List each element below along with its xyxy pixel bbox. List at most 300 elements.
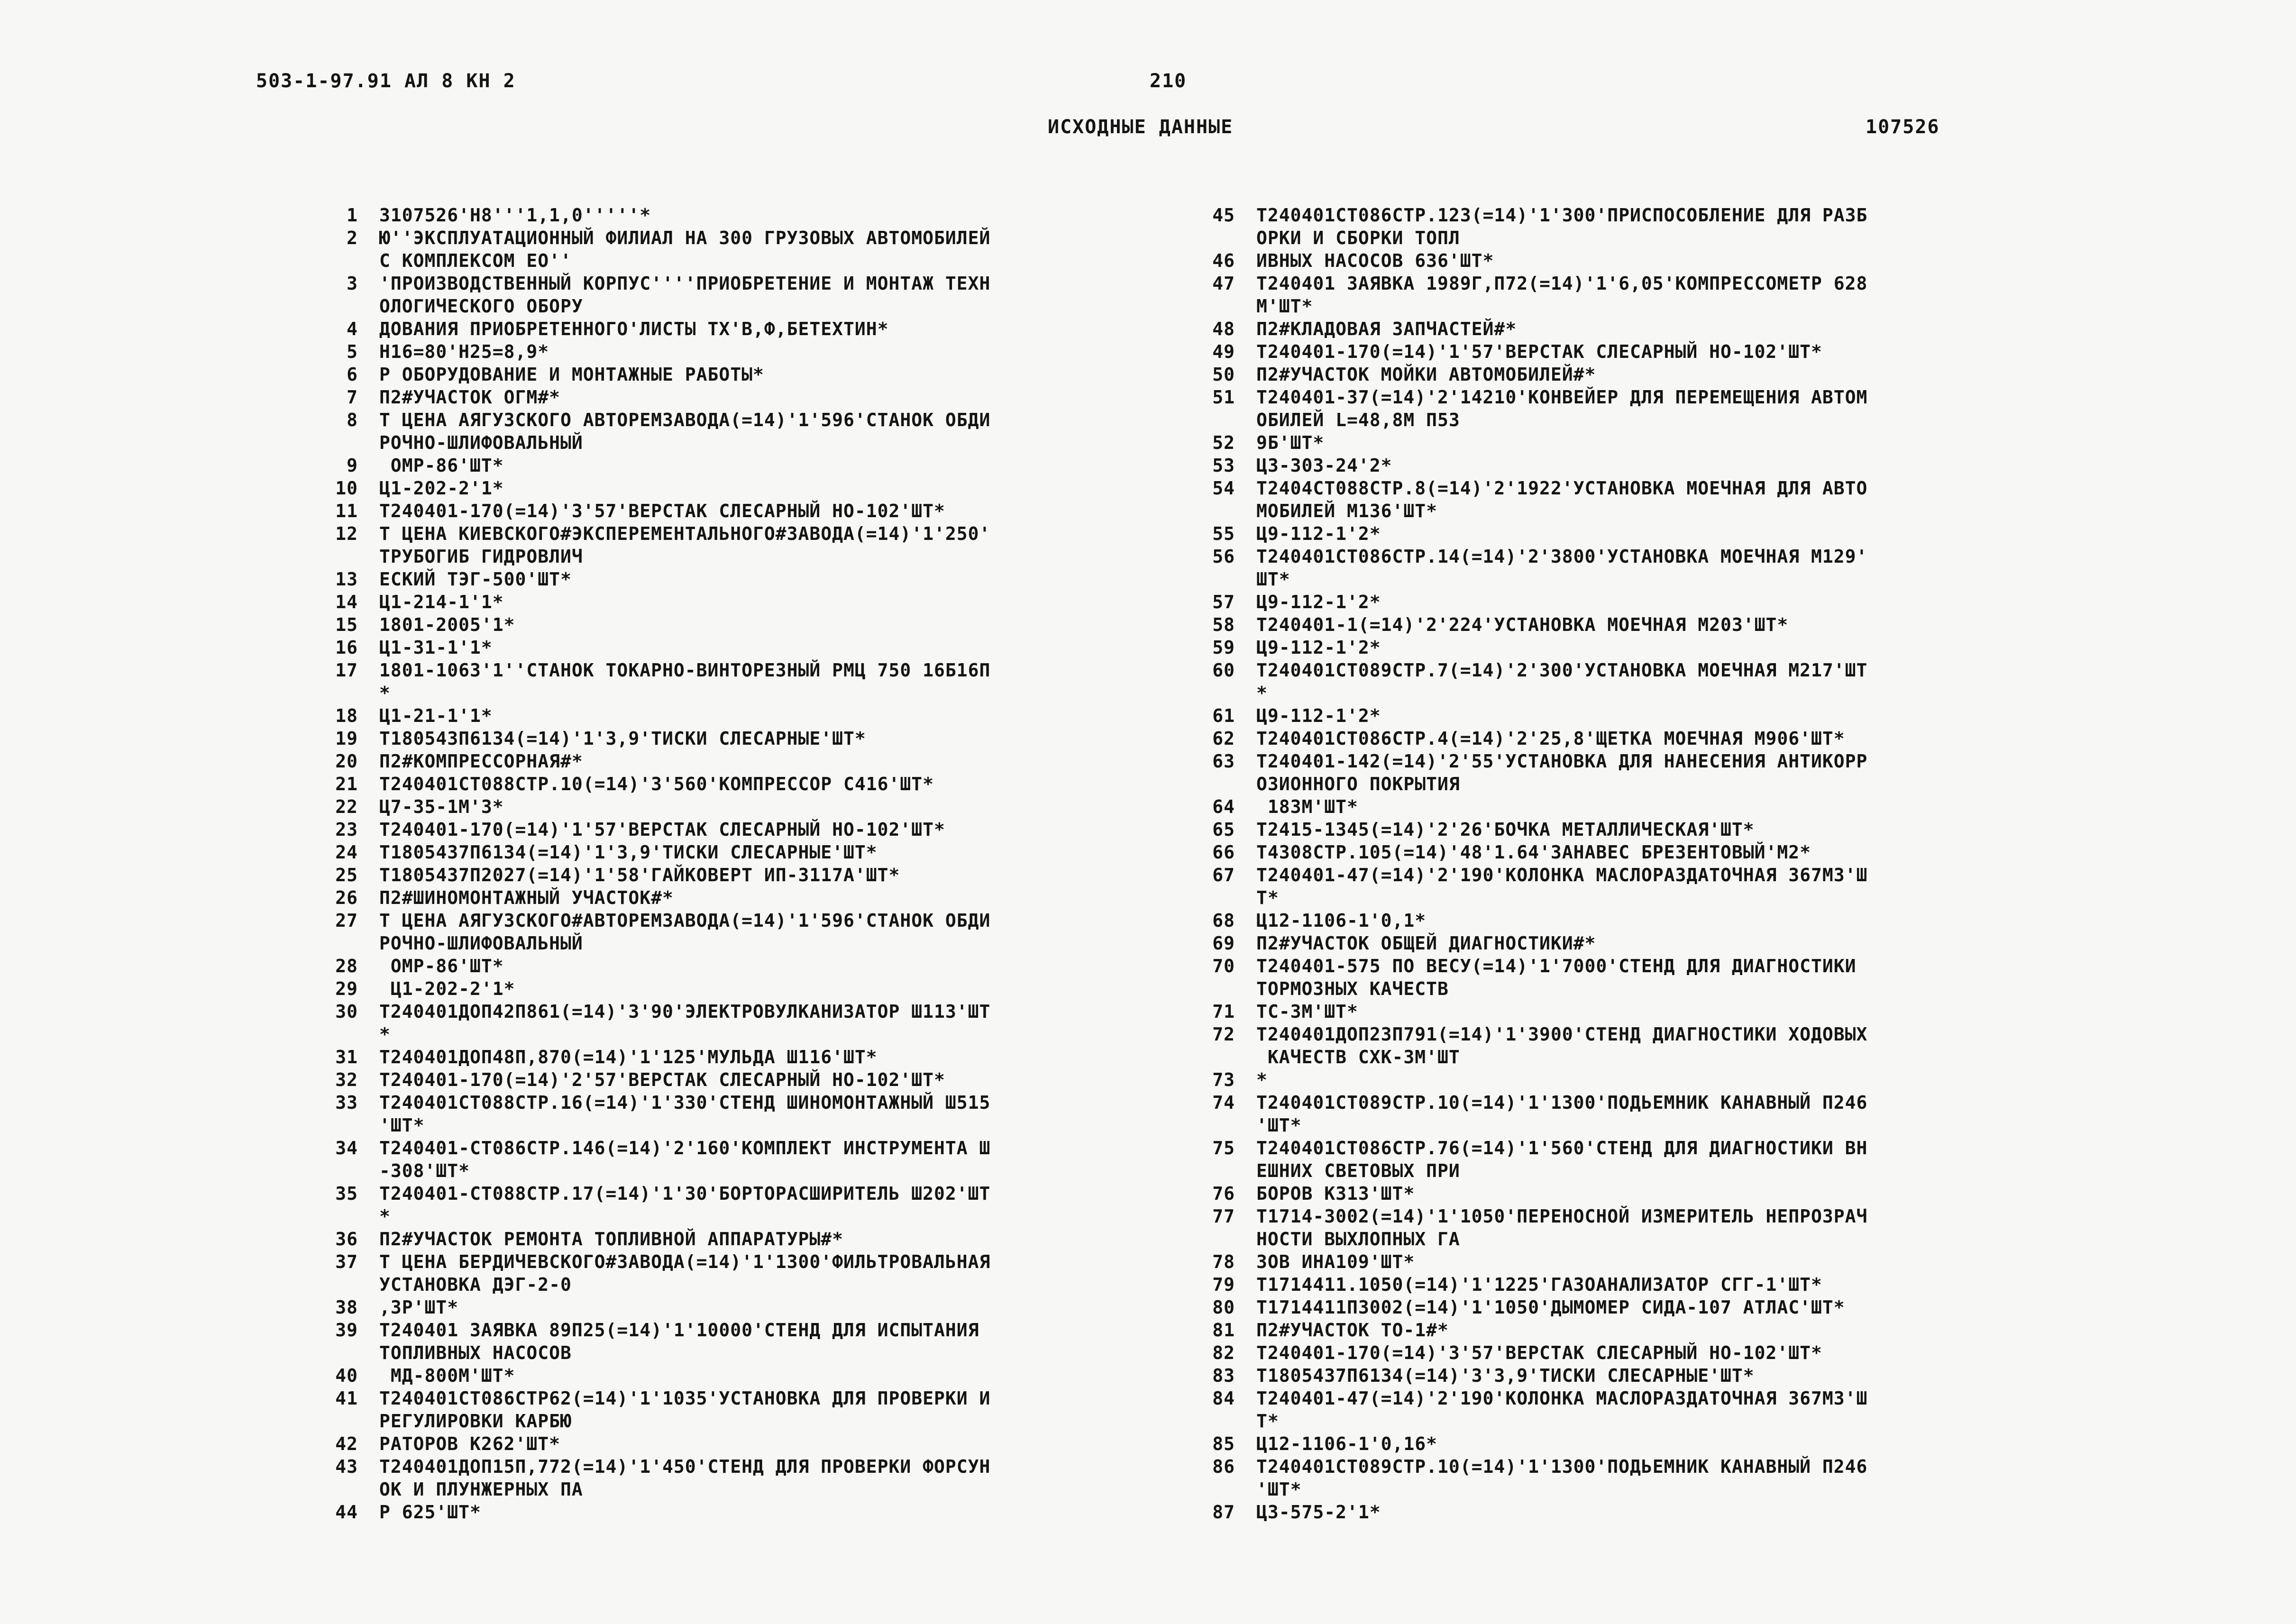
line-number: 7 (347, 387, 358, 408)
listing-entry (313, 454, 1143, 477)
listing-entry (313, 886, 1143, 909)
listing-entry (1190, 454, 2034, 477)
line-number: 47 (1212, 273, 1235, 294)
text-line: С КОМПЛЕКСОМ ЕО'' (379, 250, 572, 271)
text-line: Т240401ДОП42П861(=14)'3'90'ЭЛЕКТРОВУЛКАНИЗАТОР Ш113'ШТ (379, 1001, 991, 1022)
listing-entry (313, 1091, 1143, 1137)
text-line: Т ЦЕНА АЯГУЗСКОГО#АВТОРЕМЗАВОДА(=14)'1'596'СТАНОК ОБДИ (379, 910, 991, 931)
listing-entry (1190, 363, 2034, 386)
entry-text (379, 886, 1143, 909)
text-line: ОЛОГИЧЕСКОГО ОБОРУ (379, 296, 583, 317)
entry-text (379, 227, 1143, 272)
entry-text (379, 636, 1143, 659)
entry-text (1256, 1068, 2034, 1091)
text-line: Т240401СТ086СТР.4(=14)'2'25,8'ЩЕТКА МОЕЧНАЯ М906'ШТ* (1256, 728, 1845, 749)
listing-entry (313, 386, 1143, 409)
text-line: Т240401-170(=14)'3'57'ВЕРСТАК СЛЕСАРНЫЙ НО-102'ШТ* (379, 501, 945, 521)
text-line: ЕШНИХ СВЕТОВЫХ ПРИ (1256, 1160, 1460, 1181)
line-number: 68 (1212, 910, 1235, 931)
entry-text (1256, 591, 2034, 613)
listing-entry (1190, 1387, 2034, 1432)
line-number: 87 (1212, 1502, 1235, 1523)
entry-text (1256, 613, 2034, 636)
text-line: Т1714-3002(=14)'1'1050'ПЕРЕНОСНОЙ ИЗМЕРИТЕЛЬ НЕПРОЗРАЧ (1256, 1206, 1868, 1227)
listing-entry (1190, 750, 2034, 795)
line-number: 82 (1212, 1342, 1235, 1363)
entry-text (379, 272, 1143, 318)
line-number: 65 (1212, 819, 1235, 840)
listing-entry (313, 1182, 1143, 1228)
entry-text (1256, 204, 2034, 249)
listing-entry (313, 363, 1143, 386)
line-number: 35 (335, 1183, 358, 1204)
entry-text (1256, 340, 2034, 363)
line-number: 54 (1212, 478, 1235, 499)
entry-text (1256, 909, 2034, 932)
entry-text (379, 795, 1143, 818)
left-column (313, 204, 1143, 1524)
line-number: 22 (335, 796, 358, 817)
entry-text (379, 454, 1143, 477)
entry-text (379, 568, 1143, 591)
listing-entry (313, 1000, 1143, 1046)
listing-entry (1190, 841, 2034, 864)
entry-text (379, 613, 1143, 636)
listing-entry (1190, 727, 2034, 750)
listing-entry (1190, 1068, 2034, 1091)
text-line: Ц7-35-1М'3* (379, 796, 504, 817)
line-number: 11 (335, 501, 358, 521)
entry-text (379, 1091, 1143, 1137)
line-number: 58 (1212, 614, 1235, 635)
text-line: Ц9-112-1'2* (1256, 523, 1381, 544)
text-line: ЕСКИЙ ТЭГ-500'ШТ* (379, 569, 572, 590)
line-number: 9 (347, 455, 358, 476)
line-number: 28 (335, 956, 358, 976)
text-line: Т240401 ЗАЯВКА 89П25(=14)'1'10000'СТЕНД ДЛЯ ИСПЫТАНИЯ (379, 1320, 979, 1341)
listing-entry (1190, 1501, 2034, 1524)
listing-entry (313, 727, 1143, 750)
page-number: 210 (1150, 70, 1187, 92)
entry-text (1256, 386, 2034, 431)
listing-entry (1190, 1364, 2034, 1387)
line-number: 55 (1212, 523, 1235, 544)
line-number: 60 (1212, 660, 1235, 681)
listing-entry (1190, 1023, 2034, 1068)
text-line: П2#УЧАСТОК МОЙКИ АВТОМОБИЛЕЙ#* (1256, 364, 1596, 385)
line-number: 10 (335, 478, 358, 499)
listing-entry (313, 1319, 1143, 1364)
listing-entry (313, 613, 1143, 636)
text-line: УСТАНОВКА ДЭГ-2-0 (379, 1274, 572, 1295)
text-line: П2#УЧАСТОК РЕМОНТА ТОПЛИВНОЙ АППАРАТУРЫ#* (379, 1229, 843, 1250)
entry-text (1256, 1000, 2034, 1023)
text-line: ИВНЫХ НАСОСОВ 636'ШТ* (1256, 250, 1494, 271)
text-line: Т180543П6134(=14)'1'3,9'ТИСКИ СЛЕСАРНЫЕ'ШТ* (379, 728, 866, 749)
listing-entry (1190, 340, 2034, 363)
listing-entry (313, 864, 1143, 886)
text-line: Т240401 ЗАЯВКА 1989Г,П72(=14)'1'6,05'КОМПРЕССОМЕТР 628 (1256, 273, 1868, 294)
text-line: Т240401СТ086СТР.123(=14)'1'300'ПРИСПОСОБЛЕНИЕ ДЛЯ РАЗБ (1256, 205, 1868, 226)
entry-text (1256, 864, 2034, 909)
listing-entry (313, 636, 1143, 659)
text-line: П2#УЧАСТОК ОБЩЕЙ ДИАГНОСТИКИ#* (1256, 933, 1596, 954)
entry-text (379, 340, 1143, 363)
right-column (1190, 204, 2034, 1524)
text-line: БОРОВ К313'ШТ* (1256, 1183, 1415, 1204)
text-line: РОЧНО-ШЛИФОВАЛЬНЫЙ (379, 432, 583, 453)
entry-text (1256, 704, 2034, 727)
entry-text (379, 659, 1143, 704)
listing-entry (1190, 318, 2034, 340)
listing-entry (313, 773, 1143, 795)
entry-text (1256, 318, 2034, 340)
text-line: Ц1-21-1'1* (379, 705, 493, 726)
listing-entry (1190, 1250, 2034, 1273)
entry-text (1256, 1250, 2034, 1273)
listing-entry (313, 1455, 1143, 1501)
listing-entry (313, 1250, 1143, 1296)
text-line: П2#КОМПРЕССОРНАЯ#* (379, 751, 583, 772)
listing-entry (313, 818, 1143, 841)
entry-text (379, 409, 1143, 454)
entry-text (1256, 795, 2034, 818)
entry-text (1256, 1501, 2034, 1524)
listing-entry (313, 1432, 1143, 1455)
text-line: 'ШТ* (379, 1115, 425, 1136)
listing-entry (1190, 1000, 2034, 1023)
entry-text (379, 750, 1143, 773)
entry-text (1256, 1205, 2034, 1250)
listing-entry (1190, 932, 2034, 955)
listing-entry (313, 1501, 1143, 1524)
listing-entry (1190, 431, 2034, 454)
listing-entry (313, 409, 1143, 454)
listing-entry (313, 659, 1143, 704)
text-line: ОБИЛЕЙ L=48,8М П53 (1256, 410, 1460, 430)
entry-text (1256, 636, 2034, 659)
listing-entry (1190, 704, 2034, 727)
listing-entry (1190, 1137, 2034, 1182)
text-line: Т240401ДОП48П,870(=14)'1'125'МУЛЬДА Ш116'ШТ* (379, 1047, 878, 1067)
document-code: 503-1-97.91 АЛ 8 КН 2 (256, 70, 516, 92)
entry-text (379, 977, 1143, 1000)
text-line: Т240401-37(=14)'2'14210'КОНВЕЙЕР ДЛЯ ПЕРЕМЕЩЕНИЯ АВТОМ (1256, 387, 1868, 408)
text-line: Ц12-1106-1'0,1* (1256, 910, 1427, 931)
entry-text (379, 318, 1143, 340)
line-number: 77 (1212, 1206, 1235, 1227)
listing-entry (1190, 1091, 2034, 1137)
entry-text (1256, 659, 2034, 704)
text-line: ,3Р'ШТ* (379, 1297, 459, 1318)
line-number: 61 (1212, 705, 1235, 726)
text-line: * (379, 683, 391, 703)
entry-text (1256, 249, 2034, 272)
text-line: Т240401-47(=14)'2'190'КОЛОНКА МАСЛОРАЗДАТОЧНАЯ 367М3'Ш (1256, 1388, 1868, 1409)
text-line: Т240401СТ089СТР.10(=14)'1'1300'ПОДЬЕМНИК КАНАВНЫЙ П246 (1256, 1092, 1868, 1113)
text-line: Т240401-СТ086СТР.146(=14)'2'160'КОМПЛЕКТ ИНСТРУМЕНТА Ш (379, 1138, 991, 1159)
line-number: 5 (347, 341, 358, 362)
text-line: РЕГУЛИРОВКИ КАРБЮ (379, 1411, 572, 1432)
entry-text (1256, 1023, 2034, 1068)
text-line: ТОРМОЗНЫХ КАЧЕСТВ (1256, 978, 1449, 999)
text-line: Т240401-142(=14)'2'55'УСТАНОВКА ДЛЯ НАНЕСЕНИЯ АНТИКОРР (1256, 751, 1868, 772)
line-number: 51 (1212, 387, 1235, 408)
text-line: -308'ШТ* (379, 1160, 470, 1181)
entry-text (1256, 1341, 2034, 1364)
listing-entry (313, 591, 1143, 613)
text-line: Т ЦЕНА АЯГУЗСКОГО АВТОРЕМЗАВОДА(=14)'1'596'СТАНОК ОБДИ (379, 410, 991, 430)
text-line: Т240401-170(=14)'1'57'ВЕРСТАК СЛЕСАРНЫЙ НО-102'ШТ* (1256, 341, 1822, 362)
listing-entry (313, 1068, 1143, 1091)
text-line: П2#УЧАСТОК ОГМ#* (379, 387, 561, 408)
text-line: П2#ШИНОМОНТАЖНЫЙ УЧАСТОК#* (379, 887, 674, 908)
listing-entry (1190, 1341, 2034, 1364)
entry-text (379, 1296, 1143, 1319)
text-line: П2#КЛАДОВАЯ ЗАПЧАСТЕЙ#* (1256, 319, 1517, 339)
line-number: 81 (1212, 1320, 1235, 1341)
line-number: 40 (335, 1365, 358, 1386)
listing-entry (313, 227, 1143, 272)
text-line: Ц1-214-1'1* (379, 592, 504, 612)
entry-text (1256, 1182, 2034, 1205)
entry-text (1256, 1273, 2034, 1296)
line-number: 80 (1212, 1297, 1235, 1318)
entry-text (1256, 1455, 2034, 1501)
line-number: 70 (1212, 956, 1235, 976)
listing-entry (1190, 955, 2034, 1000)
text-line: Т1805437П2027(=14)'1'58'ГАЙКОВЕРТ ИП-3117А'ШТ* (379, 865, 900, 885)
listing-entry (1190, 636, 2034, 659)
line-number: 52 (1212, 432, 1235, 453)
line-number: 46 (1212, 250, 1235, 271)
entry-text (379, 204, 1143, 227)
entry-text (1256, 477, 2034, 522)
entry-text (379, 773, 1143, 795)
listing-entry (1190, 818, 2034, 841)
line-number: 49 (1212, 341, 1235, 362)
text-line: Ц1-202-2'1* (379, 478, 504, 499)
text-line: Т240401СТ086СТР.76(=14)'1'560'СТЕНД ДЛЯ ДИАГНОСТИКИ ВН (1256, 1138, 1868, 1159)
text-line: Т* (1256, 1411, 1279, 1432)
line-number: 73 (1212, 1069, 1235, 1090)
text-line: Т* (1256, 887, 1279, 908)
text-line: Ц9-112-1'2* (1256, 637, 1381, 658)
entry-text (379, 500, 1143, 522)
entry-text (379, 386, 1143, 409)
text-line: Н16=80'Н25=8,9* (379, 341, 549, 362)
line-number: 67 (1212, 865, 1235, 885)
line-number: 15 (335, 614, 358, 635)
text-line: ОЗИОННОГО ПОКРЫТИЯ (1256, 774, 1460, 794)
line-number: 21 (335, 774, 358, 794)
text-line: Т240401-СТ088СТР.17(=14)'1'30'БОРТОРАСШИРИТЕЛЬ Ш202'ШТ (379, 1183, 991, 1204)
entry-text (1256, 454, 2034, 477)
text-line: НОСТИ ВЫХЛОПНЫХ ГА (1256, 1229, 1460, 1250)
text-line: 'ШТ* (1256, 1479, 1302, 1500)
text-line: Т2415-1345(=14)'2'26'БОЧКА МЕТАЛЛИЧЕСКАЯ'ШТ* (1256, 819, 1755, 840)
text-line: РОЧНО-ШЛИФОВАЛЬНЫЙ (379, 933, 583, 954)
line-number: 78 (1212, 1251, 1235, 1272)
line-number: 12 (335, 523, 358, 544)
entry-text (379, 1501, 1143, 1524)
listing-entry (313, 1046, 1143, 1068)
document-number: 107526 (1866, 116, 1940, 138)
line-number: 25 (335, 865, 358, 885)
listing-entry (313, 318, 1143, 340)
entry-text (379, 1250, 1143, 1296)
entry-text (379, 1455, 1143, 1501)
entry-text (379, 1182, 1143, 1228)
entry-text (1256, 750, 2034, 795)
line-number: 30 (335, 1001, 358, 1022)
listing-entry (313, 795, 1143, 818)
text-line: Ц9-112-1'2* (1256, 705, 1381, 726)
listing-entry (313, 977, 1143, 1000)
line-number: 33 (335, 1092, 358, 1113)
entry-text (379, 1137, 1143, 1182)
listing-entry (313, 568, 1143, 591)
entry-text (379, 909, 1143, 955)
line-number: 1 (347, 205, 358, 226)
text-line: ШТ* (1256, 569, 1290, 590)
listing-entry (313, 841, 1143, 864)
entry-text (1256, 1387, 2034, 1432)
text-line: Т240401-170(=14)'3'57'ВЕРСТАК СЛЕСАРНЫЙ НО-102'ШТ* (1256, 1342, 1822, 1363)
text-line: ОК И ПЛУНЖЕРНЫХ ПА (379, 1479, 583, 1500)
line-number: 84 (1212, 1388, 1235, 1409)
text-line: ТРУБОГИБ ГИДРОВЛИЧ (379, 546, 583, 567)
text-line: * (379, 1206, 391, 1227)
line-number: 56 (1212, 546, 1235, 567)
text-line: Т240401СТ086СТР62(=14)'1'1035'УСТАНОВКА ДЛЯ ПРОВЕРКИ И (379, 1388, 991, 1409)
line-number: 17 (335, 660, 358, 681)
entry-text (1256, 1091, 2034, 1137)
text-line: Т240401-170(=14)'2'57'ВЕРСТАК СЛЕСАРНЫЙ НО-102'ШТ* (379, 1069, 945, 1090)
line-number: 64 (1212, 796, 1235, 817)
line-number: 63 (1212, 751, 1235, 772)
line-number: 76 (1212, 1183, 1235, 1204)
listing-entry (1190, 1432, 2034, 1455)
text-line: Р 625'ШТ* (379, 1502, 481, 1523)
line-number: 86 (1212, 1456, 1235, 1477)
text-line: * (1256, 683, 1268, 703)
listing-entry (1190, 864, 2034, 909)
listing-entry (1190, 477, 2034, 522)
listing-entry (313, 909, 1143, 955)
listing-entry (1190, 659, 2034, 704)
listing-entry (1190, 1319, 2034, 1341)
line-number: 18 (335, 705, 358, 726)
text-line: * (379, 1024, 391, 1045)
text-line: ОМР-86'ШТ* (379, 956, 504, 976)
text-line: Т1714411П3002(=14)'1'1050'ДЫМОМЕР СИДА-107 АТЛАС'ШТ* (1256, 1297, 1845, 1318)
entry-text (1256, 272, 2034, 318)
text-line: Ц3-303-24'2* (1256, 455, 1392, 476)
line-number: 69 (1212, 933, 1235, 954)
line-number: 37 (335, 1251, 358, 1272)
listing-entry (313, 704, 1143, 727)
line-number: 66 (1212, 842, 1235, 863)
listing-entry (1190, 1455, 2034, 1501)
line-number: 19 (335, 728, 358, 749)
page-heading: ИСХОДНЫЕ ДАННЫЕ (1048, 116, 1234, 138)
entry-text (379, 1364, 1143, 1387)
entry-text (1256, 1137, 2034, 1182)
text-line: ТОПЛИВНЫХ НАСОСОВ (379, 1342, 572, 1363)
line-number: 34 (335, 1138, 358, 1159)
text-line: 183М'ШТ* (1256, 796, 1358, 817)
listing-entry (313, 1364, 1143, 1387)
entry-text (379, 1228, 1143, 1250)
line-number: 74 (1212, 1092, 1235, 1113)
entry-text (379, 522, 1143, 568)
text-line: КАЧЕСТВ СХК-3М'ШТ (1256, 1047, 1460, 1067)
text-line: Т1805437П6134(=14)'1'3,9'ТИСКИ СЛЕСАРНЫЕ'ШТ* (379, 842, 878, 863)
text-line: Т240401СТ086СТР.14(=14)'2'3800'УСТАНОВКА МОЕЧНАЯ М129' (1256, 546, 1868, 567)
entry-text (379, 841, 1143, 864)
text-line: МОБИЛЕЙ М136'ШТ* (1256, 501, 1438, 521)
entry-text (1256, 545, 2034, 591)
text-line: Т ЦЕНА БЕРДИЧЕВСКОГО#ЗАВОДА(=14)'1'1300'ФИЛЬТРОВАЛЬНАЯ (379, 1251, 991, 1272)
text-line: П2#УЧАСТОК ТО-1#* (1256, 1320, 1449, 1341)
text-line: Т1805437П6134(=14)'3'3,9'ТИСКИ СЛЕСАРНЫЕ'ШТ* (1256, 1365, 1755, 1386)
line-number: 36 (335, 1229, 358, 1250)
listing-entry (1190, 795, 2034, 818)
line-number: 4 (347, 319, 358, 339)
entry-text (1256, 841, 2034, 864)
listing-entry (1190, 249, 2034, 272)
line-number: 26 (335, 887, 358, 908)
listing-entry (313, 1296, 1143, 1319)
text-line: Ц1-202-2'1* (379, 978, 515, 999)
entry-text (379, 864, 1143, 886)
entry-text (1256, 727, 2034, 750)
line-number: 71 (1212, 1001, 1235, 1022)
entry-text (379, 955, 1143, 977)
listing-entry (313, 522, 1143, 568)
text-line: 3107526'Н8'''1,1,0'''''* (379, 205, 651, 226)
entry-text (1256, 932, 2034, 955)
line-number: 20 (335, 751, 358, 772)
text-line: 1801-1063'1''СТАНОК ТОКАРНО-ВИНТОРЕЗНЫЙ РМЦ 750 16Б16П (379, 660, 991, 681)
listing-entry (1190, 272, 2034, 318)
line-number: 83 (1212, 1365, 1235, 1386)
line-number: 13 (335, 569, 358, 590)
listing-entry (1190, 204, 2034, 249)
listing-entry (313, 955, 1143, 977)
line-number: 8 (347, 410, 358, 430)
entry-text (1256, 1432, 2034, 1455)
listing-entry (313, 500, 1143, 522)
text-line: Ц3-575-2'1* (1256, 1502, 1381, 1523)
entry-text (379, 704, 1143, 727)
listing-entry (313, 1137, 1143, 1182)
text-line: Т240401-47(=14)'2'190'КОЛОНКА МАСЛОРАЗДАТОЧНАЯ 367М3'Ш (1256, 865, 1868, 885)
text-line: ТС-3М'ШТ* (1256, 1001, 1358, 1022)
line-number: 39 (335, 1320, 358, 1341)
line-number: 85 (1212, 1433, 1235, 1454)
line-number: 50 (1212, 364, 1235, 385)
text-line: Т1714411.1050(=14)'1'1225'ГАЗОАНАЛИЗАТОР СГГ-1'ШТ* (1256, 1274, 1822, 1295)
line-number: 24 (335, 842, 358, 863)
line-number: 53 (1212, 455, 1235, 476)
entry-text (379, 363, 1143, 386)
line-number: 29 (335, 978, 358, 999)
listing-entry (1190, 1205, 2034, 1250)
listing-entry (313, 477, 1143, 500)
line-number: 48 (1212, 319, 1235, 339)
